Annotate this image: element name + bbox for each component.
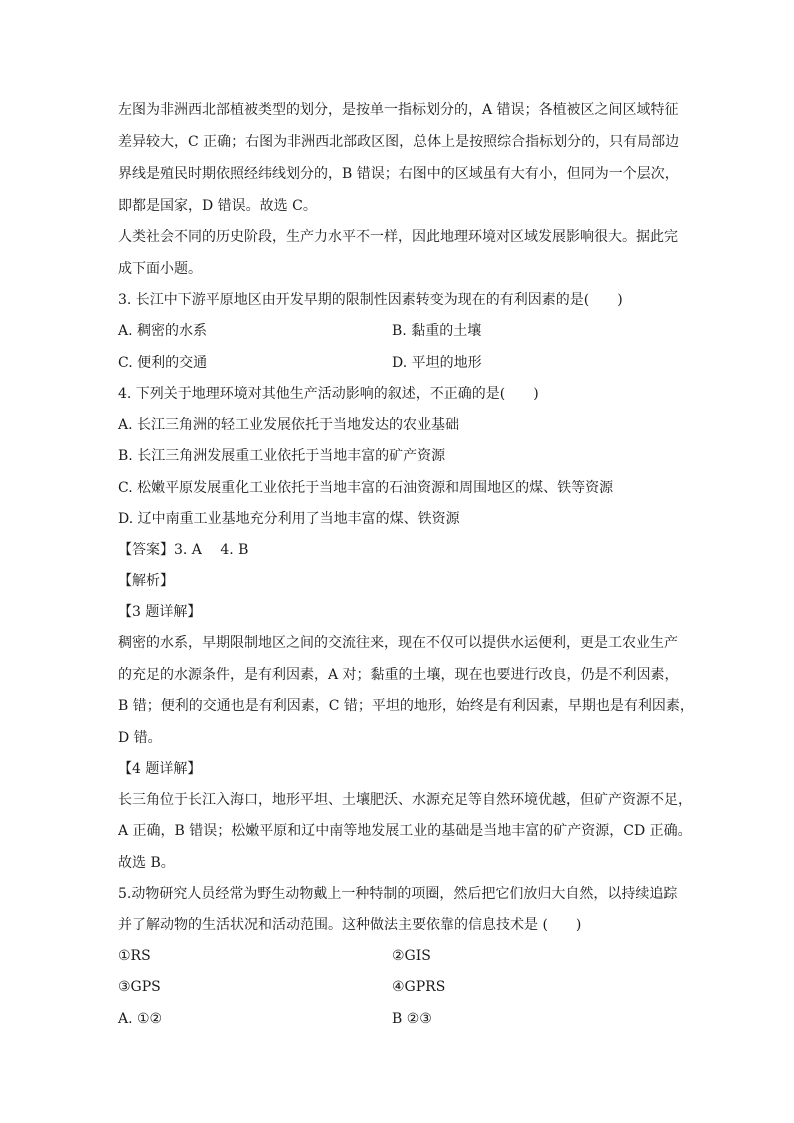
question-4-stem: 4. 下列关于地理环境对其他生产活动影响的叙述，不正确的是( ) (118, 386, 539, 402)
q4-detail-line: A 正确，B 错误；松嫩平原和辽中南等地发展工业的基础是当地丰富的矿产资源，CD 正确。 (118, 823, 692, 839)
question-5-item-3: ③GPS (118, 979, 161, 995)
question-3-option-b: B. 黏重的土壤 (392, 323, 482, 339)
question-4-option-b: B. 长江三角洲发展重工业依托于当地丰富的矿产资源 (118, 448, 446, 464)
q3-detail-line: D 错。 (118, 730, 162, 746)
question-4-option-d: D. 辽中南重工业基地充分利用了当地丰富的煤、铁资源 (118, 511, 460, 527)
q3-detail-line: 的充足的水源条件，是有利因素，A 对；黏重的土壤，现在也要进行改良，仍是不利因素， (118, 667, 679, 683)
question-5-option-b: B ②③ (392, 1011, 432, 1027)
q3-detail-line: B 错；便利的交通也是有利因素，C 错；平坦的地形，始终是有利因素，早期也是有利因素， (118, 698, 694, 714)
question-5-item-1: ①RS (118, 948, 151, 964)
material-line: 成下面小题。 (118, 261, 202, 277)
question-3-option-c: C. 便利的交通 (118, 355, 208, 371)
question-3-option-d: D. 平坦的地形 (392, 355, 482, 371)
question-5-option-a: A. ①② (118, 1011, 163, 1027)
question-5-item-2: ②GIS (392, 948, 431, 964)
question-5-stem-line: 并了解动物的生活状况和活动范围。这种做法主要依靠的信息技术是 ( ) (118, 917, 582, 933)
explanation-line: 即都是国家，D 错误。故选 C。 (118, 198, 317, 214)
analysis-label: 【解析】 (118, 573, 174, 589)
question-5-item-4: ④GPRS (392, 979, 446, 995)
answer-line: 【答案】3. A 4. B (118, 542, 249, 558)
q4-detail-line: 故选 B。 (118, 855, 175, 871)
q4-detail-label: 【4 题详解】 (118, 761, 202, 777)
explanation-line: 左图为非洲西北部植被类型的划分，是按单一指标划分的，A 错误；各植被区之间区域特征 (118, 102, 679, 118)
explanation-line: 差异较大，C 正确；右图为非洲西北部政区图，总体上是按照综合指标划分的，只有局部边 (118, 134, 680, 150)
explanation-line: 界线是殖民时期依照经纬线划分的，B 错误；右图中的区域虽有大有小，但同为一个层次， (118, 166, 679, 182)
question-4-option-c: C. 松嫩平原发展重化工业依托于当地丰富的石油资源和周围地区的煤、铁等资源 (118, 480, 614, 496)
q3-detail-line: 稠密的水系，早期限制地区之间的交流往来，现在不仅可以提供水运便利，更是工农业生产 (118, 635, 678, 651)
question-5-stem-line: 5.动物研究人员经常为野生动物戴上一种特制的项圈，然后把它们放归大自然，以持续追踪 (118, 886, 678, 902)
question-4-option-a: A. 长江三角洲的轻工业发展依托于当地发达的农业基础 (118, 417, 460, 433)
q3-detail-label: 【3 题详解】 (118, 604, 202, 620)
material-line: 人类社会不同的历史阶段，生产力水平不一样，因此地理环境对区域发展影响很大。据此完 (118, 229, 678, 245)
question-3-option-a: A. 稠密的水系 (118, 323, 208, 339)
question-3-stem: 3. 长江中下游平原地区由开发早期的限制性因素转变为现在的有利因素的是( ) (118, 292, 623, 308)
q4-detail-line: 长三角位于长江入海口，地形平坦、土壤肥沃、水源充足等自然环境优越，但矿产资源不足， (118, 792, 692, 808)
